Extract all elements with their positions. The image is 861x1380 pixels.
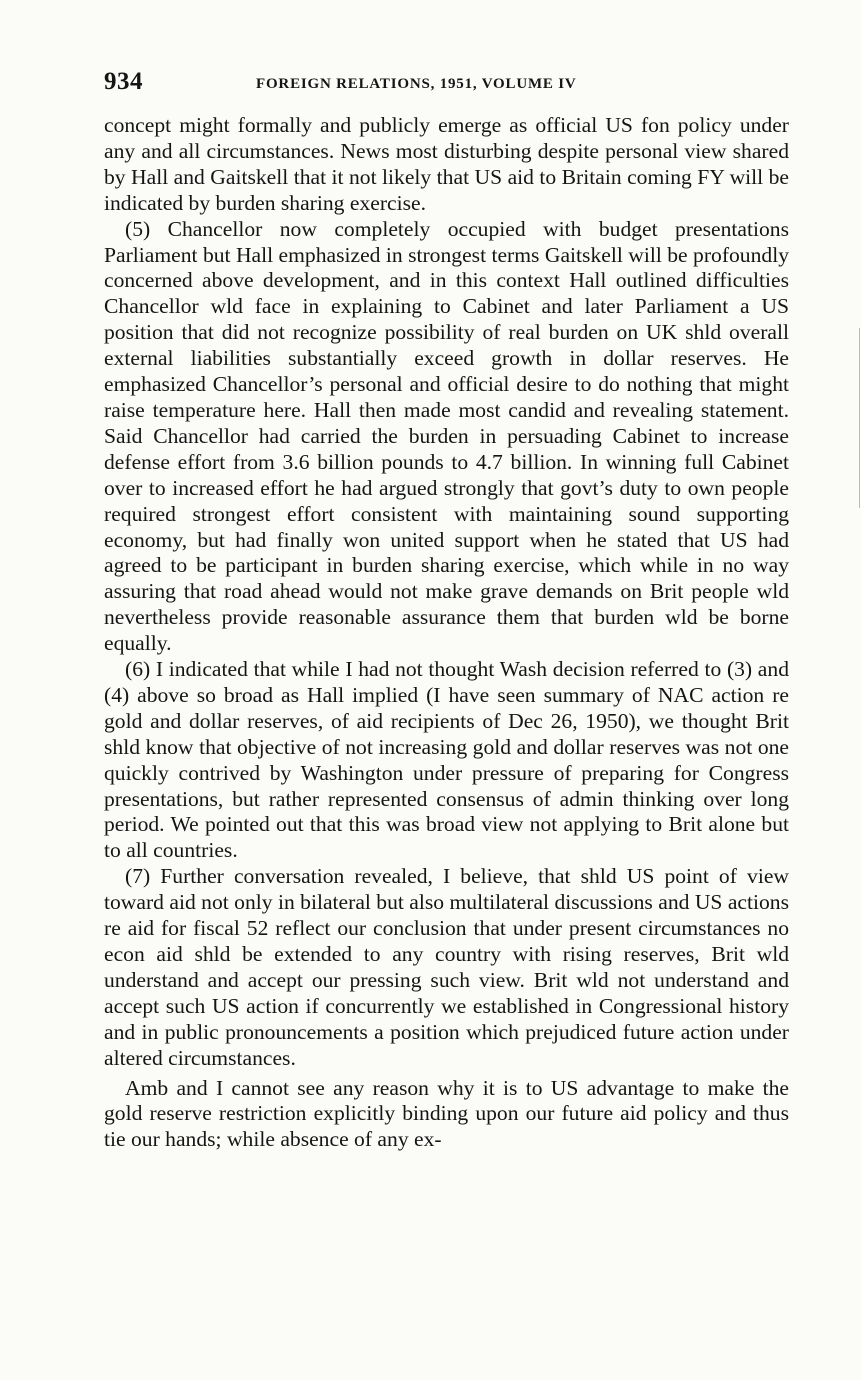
document-body bbox=[104, 113, 789, 1153]
paragraph-7: (7) Further conversation revealed, I believe, that shld US point of view toward aid not only in bilateral but also multilateral discussions and US actions re aid for fiscal 52 reflect our conclusion that under present circumstances no econ aid shld be extended to any country with rising reserves, Brit wld understand and accept our pressing such view. Brit wld not understand and accept such US action if concurrently we established in Congressional history and in public pronouncements a position which prejudiced future action under altered circumstances. bbox=[104, 864, 789, 1070]
paragraph-6: (6) I indicated that while I had not thought Wash decision referred to (3) and (4) above so broad as Hall implied (I have seen summary of NAC action re gold and dollar reserves, of aid recipients of Dec 26, 1950), we thought Brit shld know that objective of not increasing gold and dollar reserves was not one quickly contrived by Washington under pressure of preparing for Congress presentations, but rather represented consensus of admin thinking over long period. We pointed out that this was broad view not applying to Brit alone but to all countries. bbox=[104, 657, 789, 863]
paragraph-5: (5) Chancellor now completely occupied with budget presentations Parliament but Hall emphasized in strongest terms Gaitskell will be profoundly concerned above development, and in this context Hall outlined difficulties Chancellor wld face in explaining to Cabinet and later Parliament a US position that did not recognize possibility of real burden on UK shld overall external liabilities substantially exceed growth in dollar reserves. He emphasized Chancellor’s personal and official desire to do nothing that might raise temperature here. Hall then made most candid and revealing statement. Said Chancellor had carried the burden in persuading Cabinet to increase defense effort from 3.6 billion pounds to 4.7 billion. In winning full Cabinet over to increased effort he had argued strongly that govt’s duty to own people required strongest effort consistent with maintaining sound supporting economy, but had finally won united support when he stated that US had agreed to be participant in burden sharing exercise, which while in no way assuring that road ahead would not make grave demands on Brit people wld nevertheless provide reasonable assurance them that burden wld be borne equally. bbox=[104, 216, 789, 656]
scan-edge-mark bbox=[859, 328, 860, 508]
running-head: FOREIGN RELATIONS, 1951, VOLUME IV bbox=[256, 76, 577, 92]
page-number: 934 bbox=[104, 68, 143, 95]
paragraph-continuation: concept might formally and publicly emerge as official US fon policy under any and all circumstances. News most disturbing despite personal view shared by Hall and Gaitskell that it not likely that US aid to Britain coming FY will be indicated by burden sharing exercise. bbox=[104, 113, 789, 215]
paragraph-closing: Amb and I cannot see any reason why it is to US advantage to make the gold reserve restriction explicitly binding upon our future aid policy and thus tie our hands; while absence of any ex- bbox=[104, 1075, 789, 1152]
page-header bbox=[104, 68, 789, 102]
